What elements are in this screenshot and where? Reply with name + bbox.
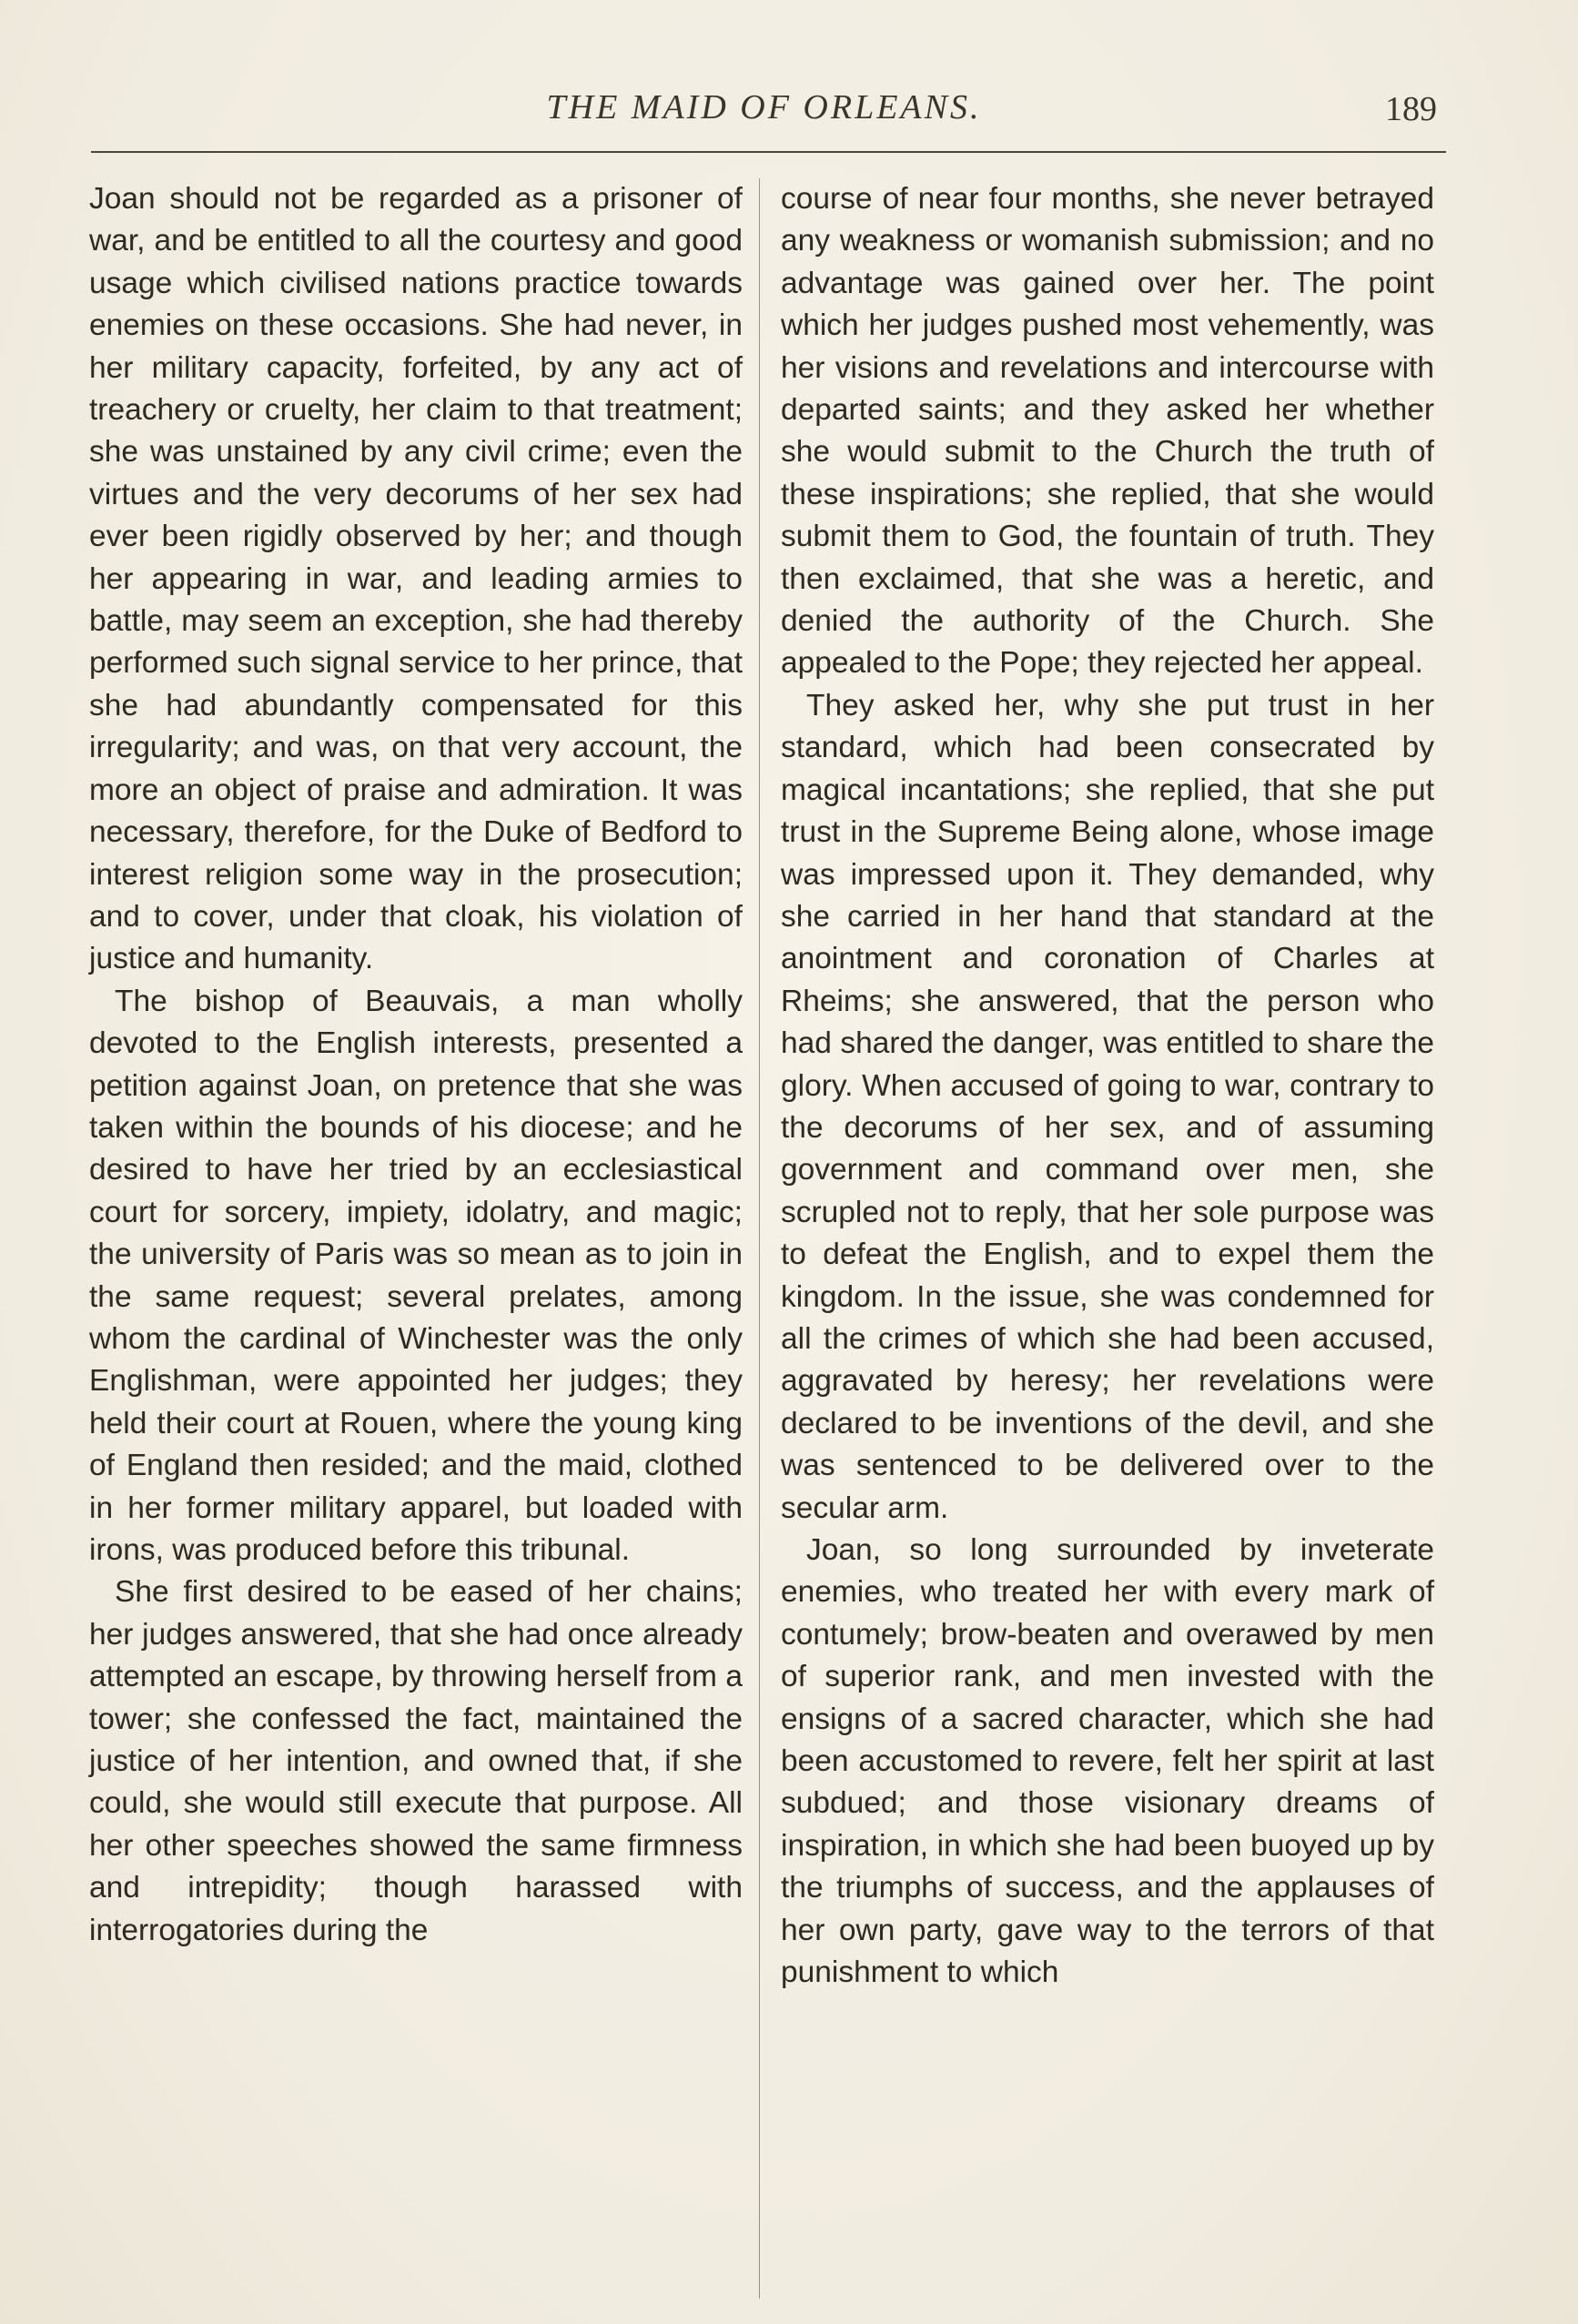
paragraph: The bishop of Beauvais, a man wholly devoted to the English interests, presented a petition against Joan, on pretence that she was taken within the bounds of his diocese; and he desired to have her tried by an ecclesiastical court for sorcery, impiety, idolatry, and magic; the university of Paris was so mean as to join in the same request; several prelates, among whom the cardinal of Winchester was the only Englishman, were appointed her judges; they held their court at Rouen, where the young king of England then resided; and the maid, clothed in her former military apparel, but loaded with irons, was produced before this tribunal. [89, 984, 743, 1567]
page-number: 189 [1385, 90, 1437, 128]
paragraph: Joan should not be regarded as a prisoner of war, and be entitled to all the courtesy and good usage which civilised nations practice towards enemies on these occasions. She had never, in her military capacity, forfeited, by any act of treachery or cruelty, her claim to that treatment; she was unstained by any civil crime; even the virtues and the very decorums of her sex had ever been rigidly observed by her; and though her appearing in war, and leading armies to battle, may seem an exception, she had thereby performed such signal service to her prince, that she had abundantly compensated for this irregularity; and was, on that very account, the more an object of praise and admiration. It was necessary, therefore, for the Duke of Bedford to interest religion some way in the prosecution; and to cover, under that cloak, his violation of justice and humanity. [89, 182, 743, 976]
running-title: THE MAID OF ORLEANS. [546, 88, 982, 126]
paragraph: They asked her, why she put trust in her standard, which had been consecrated by magical incantations; she replied, that she put trust in the Supreme Being alone, whose image was impressed upon it. They demanded, why she carried in her hand that standard at the anointment and coronation of Charles at Rheims; she answered, that the person who had shared the danger, was entitled to share the glory. When accused of going to war, contrary to the decorums of her sex, and of assuming government and command over men, she scrupled not to reply, that her sole purpose was to defeat the English, and to expel them the kingdom. In the issue, she was condemned for all the crimes of which she had been accused, aggravated by heresy; her revelations were declared to be inventions of the devil, and she was sentenced to be delivered over to the secular arm. [781, 688, 1434, 1525]
paragraph: Joan, so long surrounded by inveterate enemies, who treated her with every mark of contumely; brow-beaten and overawed by men of superior rank, and men invested with the ensigns of a sacred character, which she had been accustomed to revere, felt her spirit at last subdued; and those visionary dreams of inspiration, in which she had been buoyed up by the triumphs of success, and the applauses of her own party, gave way to the terrors of that punishment to which [781, 1533, 1434, 1990]
left-column [89, 178, 743, 1952]
right-column [781, 178, 1434, 1994]
page-header [91, 80, 1437, 144]
paragraph: course of near four months, she never betrayed any weakness or womanish submission; and no advantage was gained over her. The point which her judges pushed most vehemently, was her visions and revelations and intercourse with departed saints; and they asked her whether she would submit to the Church the truth of these inspirations; she replied, that she would submit them to God, the fountain of truth. They then exclaimed, that she was a heretic, and denied the authority of the Church. She appealed to the Pope; they rejected her appeal. [781, 182, 1434, 681]
paragraph: She first desired to be eased of her chains; her judges answered, that she had once already attempted an escape, by throwing herself from a tower; she confessed the fact, maintained the justice of her intention, and owned that, if she could, she would still execute that purpose. All her other speeches showed the same firmness and intrepidity; though harassed with interrogatories during the [89, 1575, 743, 1947]
header-rule [91, 151, 1446, 153]
column-divider [759, 178, 760, 2299]
